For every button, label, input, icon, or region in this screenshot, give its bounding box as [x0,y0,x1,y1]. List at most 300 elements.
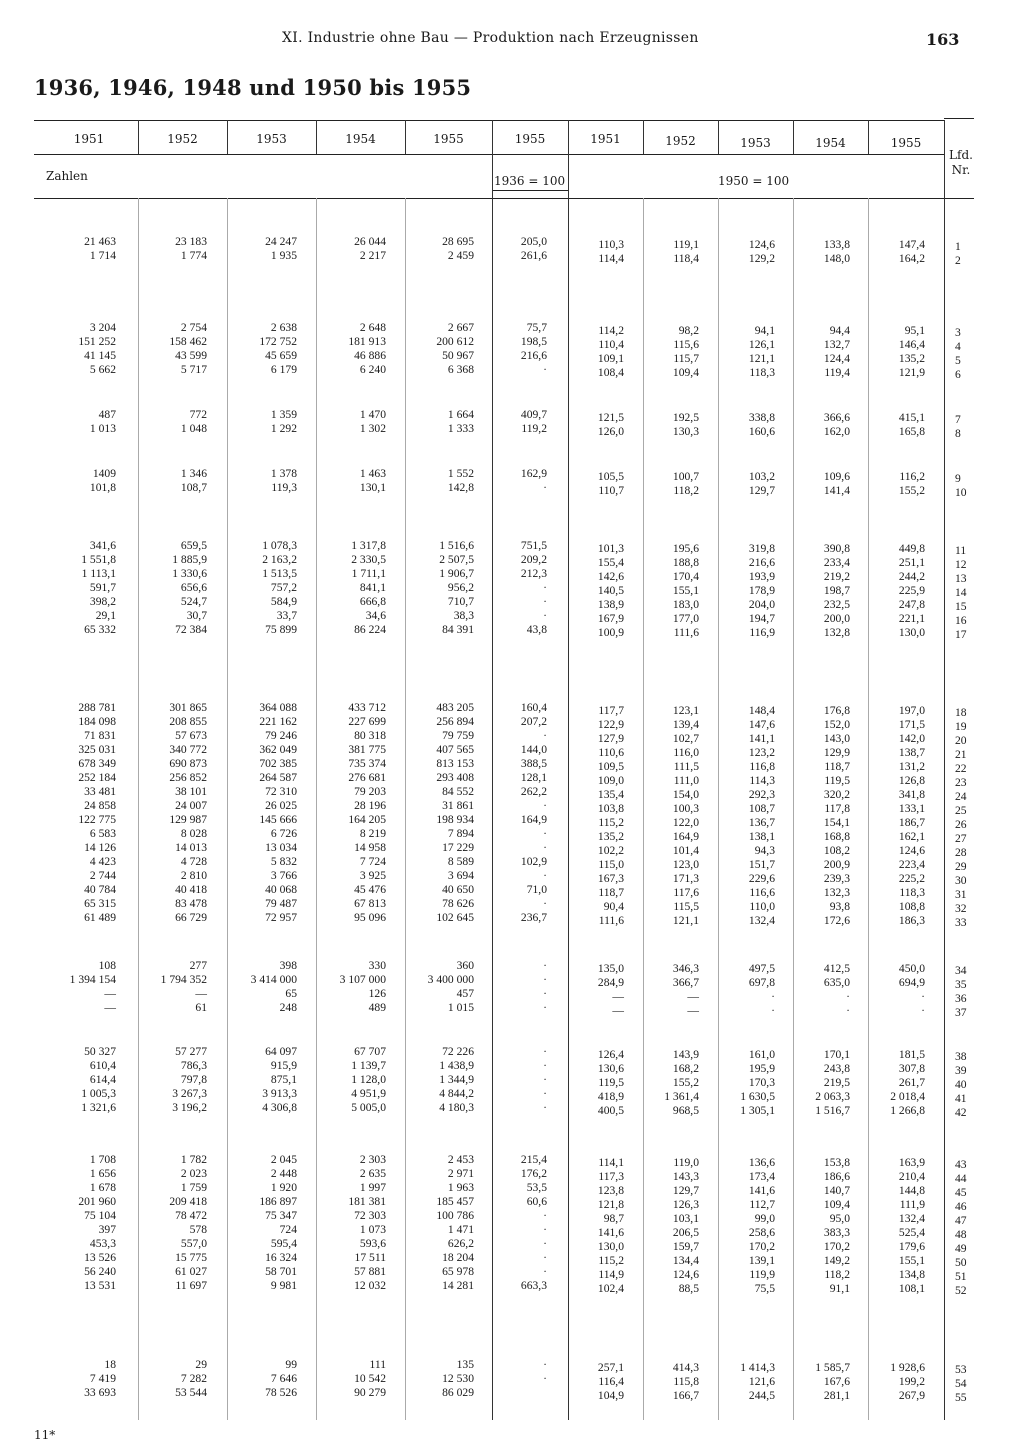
row-number: 13 [955,572,967,585]
table-cell: 75,5 [754,1282,775,1295]
table-cell: 29,1 [95,609,116,622]
table-cell: 208 855 [169,715,207,728]
table-cell: 8 219 [359,827,386,840]
row-number: 15 [955,600,967,613]
table-cell: 111,6 [598,914,624,927]
table-cell: 155,1 [672,584,699,597]
table-cell: 53 544 [175,1386,207,1399]
table-cell: 60,6 [526,1195,547,1208]
table-cell: · [543,581,547,594]
table-cell: 91,1 [829,1282,850,1295]
table-cell: 126,3 [672,1198,699,1211]
table-cell: 292,3 [748,788,775,801]
table-cell: · [846,1004,850,1017]
table-cell: 78 472 [175,1209,207,1222]
table-cell: 181 913 [348,335,386,348]
table-cell: · [543,959,547,972]
table-cell: 212,3 [520,567,547,580]
table-cell: 2 217 [359,249,386,262]
table-cell: 172 752 [259,335,297,348]
table-cell: 67 707 [354,1045,386,1058]
table-cell: 1 330,6 [172,567,207,580]
table-cell: 198 934 [436,813,474,826]
table-cell: 155,2 [898,484,925,497]
table-cell: 133,1 [898,802,925,815]
table-cell: 170,3 [748,1076,775,1089]
table-cell: 143,9 [672,1048,699,1061]
table-cell: 100 786 [436,1209,474,1222]
table-cell: · [543,1073,547,1086]
table-row [0,581,1024,599]
base-1936-underline [492,190,568,191]
table-cell: 2 744 [89,869,116,882]
table-cell: 1 139,7 [351,1059,386,1072]
table-cell: 90,4 [603,900,624,913]
table-cell: 75 104 [84,1209,116,1222]
table-cell: 2 971 [447,1167,474,1180]
table-cell: 690 873 [169,757,207,770]
table-cell: 65 332 [84,623,116,636]
table-cell: 170,2 [748,1240,775,1253]
table-cell: 65 978 [442,1265,474,1278]
table-cell: 102,2 [597,844,624,857]
table-cell: 45 476 [354,883,386,896]
table-cell: 1 438,9 [439,1059,474,1072]
table-cell: 786,3 [180,1059,207,1072]
table-cell: 14 126 [84,841,116,854]
table-cell: 147,4 [898,238,925,251]
table-row [0,595,1024,613]
table-cell: 7 724 [359,855,386,868]
table-cell: 2 648 [359,321,386,334]
table-cell: 61 489 [84,911,116,924]
table-row [0,467,1024,485]
table-cell: 114,3 [749,774,775,787]
base-1950-label: 1950 = 100 [718,174,790,188]
table-cell: 29 [195,1358,207,1371]
table-cell: 152,0 [823,718,850,731]
table-cell: 168,8 [823,830,850,843]
table-cell: 433 712 [348,701,386,714]
table-cell: 1 920 [270,1181,297,1194]
table-cell: 227 699 [348,715,386,728]
table-cell: 2 754 [180,321,207,334]
col-header-year: 1951 [73,132,105,146]
table-cell: 915,9 [270,1059,297,1072]
table-cell: 256 894 [436,715,474,728]
row-number: 23 [955,776,967,789]
table-cell: 101,3 [597,542,624,555]
table-cell: 412,5 [823,962,850,975]
table-cell: 2 023 [180,1167,207,1180]
table-cell: 79 487 [265,897,297,910]
base-1936-label: 1936 = 100 [494,174,566,188]
table-cell: 160,4 [520,701,547,714]
table-cell: 148,4 [748,704,775,717]
table-cell: 3 694 [447,869,474,882]
table-cell: 139,4 [672,718,699,731]
row-number: 53 [955,1363,967,1376]
table-row [0,1237,1024,1255]
table-cell: 94,1 [754,324,775,337]
table-cell: 40 650 [442,883,474,896]
table-cell: 4 180,3 [439,1101,474,1114]
table-cell: 143,3 [672,1170,699,1183]
row-number: 3 [955,326,961,339]
row-number: 14 [955,586,967,599]
table-cell: 94,4 [829,324,850,337]
table-cell: 130,6 [597,1062,624,1075]
table-cell: 1 935 [270,249,297,262]
table-cell: 115,7 [673,352,699,365]
table-cell: 186,6 [823,1170,850,1183]
table-row [0,1059,1024,1077]
table-cell: 487 [98,408,116,421]
table-row [0,249,1024,267]
table-cell: 11 697 [175,1279,207,1292]
table-row [0,897,1024,915]
table-cell: 130,0 [898,626,925,639]
table-cell: 247,8 [898,598,925,611]
table-cell: 98,2 [678,324,699,337]
table-cell: 1 759 [180,1181,207,1194]
table-cell: 248 [279,1001,297,1014]
table-cell: 223,4 [898,858,925,871]
table-cell: 198,7 [823,584,850,597]
table-cell: 166,7 [672,1389,699,1402]
table-cell: 2 638 [270,321,297,334]
table-cell: 172,6 [823,914,850,927]
table-cell: 135,2 [898,352,925,365]
row-number: 5 [955,354,961,367]
table-cell: 132,3 [823,886,850,899]
table-cell: 1 711,1 [351,567,386,580]
table-cell: 111,0 [673,774,699,787]
table-cell: 95,0 [829,1212,850,1225]
table-row [0,1101,1024,1119]
table-cell: 4 951,9 [351,1087,386,1100]
table-cell: 1 463 [359,467,386,480]
table-row [0,235,1024,253]
table-cell: 116,2 [899,470,925,483]
table-row [0,771,1024,789]
table-cell: · [771,1004,775,1017]
table-cell: 116,8 [749,760,775,773]
table-cell: 142,6 [597,570,624,583]
table-cell: 46 886 [354,349,386,362]
table-cell: 86 029 [442,1386,474,1399]
table-cell: 132,4 [748,914,775,927]
table-cell: 110,7 [598,484,624,497]
table-cell: 119,9 [749,1268,775,1281]
table-cell: · [543,869,547,882]
col-header-year: 1952 [665,134,696,148]
table-cell: 678 349 [78,757,116,770]
table-cell: 135 [456,1358,474,1371]
table-row [0,1087,1024,1105]
table-row [0,481,1024,499]
table-cell: 118,7 [598,886,624,899]
table-cell: 281,1 [823,1389,850,1402]
row-number: 38 [955,1050,967,1063]
table-cell: 261,6 [520,249,547,262]
row-number: 46 [955,1200,967,1213]
row-number: 34 [955,964,967,977]
table-cell: 6 240 [359,363,386,376]
table-cell: 154,1 [823,816,850,829]
row-number: 37 [955,1006,967,1019]
table-cell: 141,6 [597,1226,624,1239]
table-cell: 1 113,1 [81,567,116,580]
table-cell: 225,2 [898,872,925,885]
table-cell: 204,0 [748,598,775,611]
table-cell: 126,4 [597,1048,624,1061]
table-cell: · [771,990,775,1003]
table-cell: 58 701 [265,1265,297,1278]
table-cell: 366,7 [672,976,699,989]
table-cell: 178,9 [748,584,775,597]
table-cell: 13 526 [84,1251,116,1264]
table-cell: · [846,990,850,1003]
row-number: 17 [955,628,967,641]
table-cell: 109,0 [597,774,624,787]
table-cell: 130,3 [672,425,699,438]
table-cell: · [543,799,547,812]
row-number: 44 [955,1172,967,1185]
table-cell: 7 646 [270,1372,297,1385]
row-number: 42 [955,1106,967,1119]
table-cell: 418,9 [597,1090,624,1103]
table-cell: 134,4 [672,1254,699,1267]
table-cell: 167,6 [823,1375,850,1388]
table-cell: 116,6 [749,886,775,899]
row-number: 47 [955,1214,967,1227]
table-cell: · [543,827,547,840]
table-cell: 90 279 [354,1386,386,1399]
table-cell: 276 681 [348,771,386,784]
table-cell: 110,4 [598,338,624,351]
row-number: 29 [955,860,967,873]
table-cell: · [543,1265,547,1278]
table-cell: 200 612 [436,335,474,348]
table-cell: 205,0 [520,235,547,248]
table-cell: 185 457 [436,1195,474,1208]
table-cell: 71 831 [84,729,116,742]
table-cell: 119,3 [271,481,297,494]
table-cell: 626,2 [447,1237,474,1250]
table-cell: 257,1 [597,1361,624,1374]
table-cell: 79 246 [265,729,297,742]
table-cell: 13 034 [265,841,297,854]
table-cell: 78 626 [442,897,474,910]
table-cell: 71,0 [526,883,547,896]
table-cell: 57 277 [175,1045,207,1058]
table-cell: 110,3 [598,238,624,251]
table-cell: 122 775 [78,813,116,826]
table-cell: 148,0 [823,252,850,265]
table-cell: 1 321,6 [81,1101,116,1114]
header-rule [34,154,944,155]
table-cell: 497,5 [748,962,775,975]
table-cell: 1 585,7 [815,1361,850,1374]
table-cell: 84 552 [442,785,474,798]
table-cell: 102,4 [597,1282,624,1295]
lfd-nr-header: Lfd. Nr. [949,148,973,177]
table-cell: 66 729 [175,911,207,924]
table-cell: · [543,1209,547,1222]
table-cell: 115,6 [673,338,699,351]
table-cell: · [543,729,547,742]
table-cell: 57 881 [354,1265,386,1278]
row-number: 2 [955,254,961,267]
table-cell: 130,0 [597,1240,624,1253]
table-cell: 1 630,5 [740,1090,775,1103]
table-cell: 131,2 [898,760,925,773]
table-cell: 457 [456,987,474,1000]
row-number: 11 [955,544,967,557]
table-cell: 123,1 [672,704,699,717]
table-cell: 383,3 [823,1226,850,1239]
table-cell: 33,7 [276,609,297,622]
table-cell: · [921,990,925,1003]
table-cell: 666,8 [359,595,386,608]
table-cell: 121,1 [672,914,699,927]
table-cell: 702 385 [259,757,297,770]
table-cell: 3 925 [359,869,386,882]
row-number: 19 [955,720,967,733]
table-cell: 198,5 [520,335,547,348]
table-cell: 1 394 154 [69,973,116,986]
table-row [0,335,1024,353]
table-row [0,715,1024,733]
table-cell: 43,8 [526,623,547,636]
table-cell: 170,1 [823,1048,850,1061]
table-cell: 635,0 [823,976,850,989]
table-cell: 135,2 [597,830,624,843]
table-cell: 138,7 [898,746,925,759]
table-cell: 162,1 [898,830,925,843]
row-number: 55 [955,1391,967,1404]
table-cell: 142,8 [447,481,474,494]
table-cell: 119,0 [673,1156,699,1169]
table-cell: 86 224 [354,623,386,636]
table-cell: 118,3 [749,366,775,379]
table-cell: 24 247 [265,235,297,248]
col-header-year: 1952 [167,132,198,146]
table-cell: 123,8 [597,1184,624,1197]
row-number: 54 [955,1377,967,1390]
table-row [0,785,1024,803]
row-number: 20 [955,734,967,747]
table-cell: 72 957 [265,911,297,924]
table-cell: 195,9 [748,1062,775,1075]
table-cell: 167,3 [597,872,624,885]
table-cell: 593,6 [359,1237,386,1250]
table-cell: 176,2 [520,1167,547,1180]
table-cell: 119,5 [824,774,850,787]
table-cell: 45 659 [265,349,297,362]
table-cell: 1 470 [359,408,386,421]
table-cell: 126,8 [898,774,925,787]
table-row [0,911,1024,929]
table-cell: 797,8 [180,1073,207,1086]
table-cell: · [543,1001,547,1014]
table-cell: 72 384 [175,623,207,636]
table-cell: 17 511 [354,1251,386,1264]
row-number: 10 [955,486,967,499]
table-cell: 7 419 [89,1372,116,1385]
table-cell: 57 673 [175,729,207,742]
table-row [0,1167,1024,1185]
table-cell: 123,2 [748,746,775,759]
table-cell: 414,3 [672,1361,699,1374]
table-cell: 7 282 [180,1372,207,1385]
table-cell: 1 333 [447,422,474,435]
table-cell: — [687,990,699,1003]
table-cell: 757,2 [270,581,297,594]
table-row [0,841,1024,859]
table-cell: · [921,1004,925,1017]
table-cell: · [543,481,547,494]
table-cell: 2 045 [270,1153,297,1166]
table-cell: 168,2 [672,1062,699,1075]
table-cell: 10 542 [354,1372,386,1385]
row-number: 1 [955,240,961,253]
table-row [0,1372,1024,1390]
table-cell: — [687,1004,699,1017]
table-cell: 1 664 [447,408,474,421]
table-cell: 141,4 [823,484,850,497]
col-header-year: 1954 [815,136,846,150]
table-cell: 136,7 [748,816,775,829]
table-cell: 129 987 [169,813,207,826]
table-cell: 1 885,9 [172,553,207,566]
table-cell: 193,9 [748,570,775,583]
table-cell: 33 481 [84,785,116,798]
table-cell: 98,7 [603,1212,624,1225]
table-cell: · [543,1372,547,1385]
table-cell: 229,6 [748,872,775,885]
table-cell: 5 005,0 [351,1101,386,1114]
table-cell: 5 662 [89,363,116,376]
table-cell: 171,3 [672,872,699,885]
table-cell: 2 330,5 [351,553,386,566]
table-cell: 164 205 [348,813,386,826]
table-cell: 4 306,8 [262,1101,297,1114]
table-cell: 118,2 [824,1268,850,1281]
table-cell: 663,3 [520,1279,547,1292]
table-cell: 34,6 [365,609,386,622]
table-cell: 110,0 [749,900,775,913]
table-cell: 79 203 [354,785,386,798]
table-cell: 101,4 [672,844,699,857]
table-cell: 24 858 [84,799,116,812]
table-row [0,1209,1024,1227]
table-cell: 43 599 [175,349,207,362]
table-cell: 116,0 [673,746,699,759]
table-cell: 154,0 [672,788,699,801]
table-cell: 153,8 [823,1156,850,1169]
table-cell: 139,1 [748,1254,775,1267]
header-bottom-rule-lfd [944,198,974,199]
table-cell: 209,2 [520,553,547,566]
table-cell: — [104,987,116,1000]
table-cell: 40 068 [265,883,297,896]
table-cell: 140,7 [823,1184,850,1197]
running-head: XI. Industrie ohne Bau — Produktion nach Erzeugnissen [282,30,699,46]
table-cell: 116,9 [749,626,775,639]
table-cell: 93,8 [829,900,850,913]
